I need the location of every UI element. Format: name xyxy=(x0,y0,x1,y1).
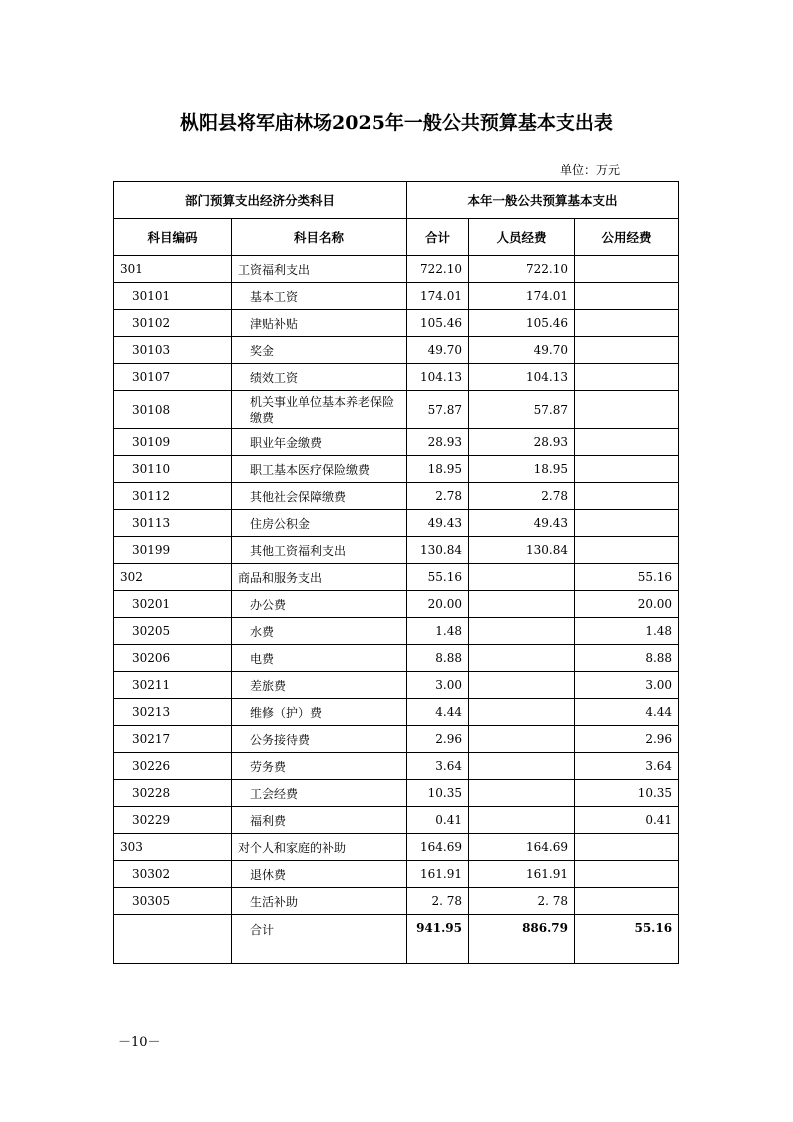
table-total-row xyxy=(114,915,679,964)
table-row xyxy=(114,510,679,537)
row-name-cell: 差旅费 xyxy=(232,672,407,699)
row-personnel-cell: 174.01 xyxy=(469,283,575,310)
table-column-header-row xyxy=(114,219,679,256)
row-code-cell: 30201 xyxy=(114,591,232,618)
page-number: －10－ xyxy=(118,1035,161,1050)
row-name-cell: 公务接待费 xyxy=(232,726,407,753)
row-public-cell xyxy=(575,256,679,283)
row-name-cell: 劳务费 xyxy=(232,753,407,780)
row-code-cell: 30101 xyxy=(114,283,232,310)
row-total-cell: 3.00 xyxy=(407,672,469,699)
group-header-left: 部门预算支出经济分类科目 xyxy=(114,182,407,219)
row-total-cell: 49.43 xyxy=(407,510,469,537)
row-name-cell: 对个人和家庭的补助 xyxy=(232,834,407,861)
row-public-cell xyxy=(575,537,679,564)
row-name-cell: 福利费 xyxy=(232,807,407,834)
row-total-cell: 28.93 xyxy=(407,429,469,456)
row-total-cell: 4.44 xyxy=(407,699,469,726)
total-code-cell xyxy=(114,915,232,964)
row-code-cell: 30206 xyxy=(114,645,232,672)
row-personnel-cell: 161.91 xyxy=(469,861,575,888)
row-total-cell: 57.87 xyxy=(407,391,469,429)
row-personnel-cell xyxy=(469,807,575,834)
table-row xyxy=(114,537,679,564)
table-row xyxy=(114,337,679,364)
row-code-cell: 30107 xyxy=(114,364,232,391)
row-personnel-cell: 57.87 xyxy=(469,391,575,429)
row-code-cell: 30108 xyxy=(114,391,232,429)
group-header-right: 本年一般公共预算基本支出 xyxy=(407,182,679,219)
row-personnel-cell xyxy=(469,672,575,699)
row-code-cell: 30228 xyxy=(114,780,232,807)
row-total-cell: 161.91 xyxy=(407,861,469,888)
row-public-cell: 4.44 xyxy=(575,699,679,726)
row-personnel-cell xyxy=(469,591,575,618)
table-row xyxy=(114,310,679,337)
row-name-cell: 津贴补贴 xyxy=(232,310,407,337)
row-name-cell: 办公费 xyxy=(232,591,407,618)
row-total-cell: 49.70 xyxy=(407,337,469,364)
row-code-cell: 30112 xyxy=(114,483,232,510)
row-public-cell xyxy=(575,391,679,429)
row-code-cell: 30103 xyxy=(114,337,232,364)
row-total-cell: 2.78 xyxy=(407,483,469,510)
row-personnel-cell: 164.69 xyxy=(469,834,575,861)
row-personnel-cell xyxy=(469,564,575,591)
row-public-cell: 55.16 xyxy=(575,564,679,591)
row-name-cell: 水费 xyxy=(232,618,407,645)
table-group-header-row xyxy=(114,182,679,219)
row-public-cell xyxy=(575,888,679,915)
table-row xyxy=(114,780,679,807)
row-name-cell: 绩效工资 xyxy=(232,364,407,391)
table-row xyxy=(114,807,679,834)
row-name-cell: 机关事业单位基本养老保险缴费 xyxy=(232,391,407,429)
table-row xyxy=(114,429,679,456)
table-row xyxy=(114,391,679,429)
row-code-cell: 30302 xyxy=(114,861,232,888)
table-row xyxy=(114,753,679,780)
row-personnel-cell: 18.95 xyxy=(469,456,575,483)
col-header-code: 科目编码 xyxy=(114,219,232,256)
row-total-cell: 2. 78 xyxy=(407,888,469,915)
row-public-cell xyxy=(575,337,679,364)
row-code-cell: 301 xyxy=(114,256,232,283)
row-code-cell: 30226 xyxy=(114,753,232,780)
row-public-cell xyxy=(575,834,679,861)
row-code-cell: 30229 xyxy=(114,807,232,834)
row-public-cell: 3.00 xyxy=(575,672,679,699)
row-name-cell: 工资福利支出 xyxy=(232,256,407,283)
row-name-cell: 生活补助 xyxy=(232,888,407,915)
row-public-cell xyxy=(575,310,679,337)
row-code-cell: 30113 xyxy=(114,510,232,537)
table-row xyxy=(114,283,679,310)
budget-table xyxy=(113,181,679,964)
table-row xyxy=(114,861,679,888)
row-personnel-cell: 104.13 xyxy=(469,364,575,391)
row-public-cell xyxy=(575,861,679,888)
row-name-cell: 奖金 xyxy=(232,337,407,364)
unit-label: 单位：万元 xyxy=(560,163,621,177)
row-code-cell: 30199 xyxy=(114,537,232,564)
table-row xyxy=(114,672,679,699)
col-header-total: 合计 xyxy=(407,219,469,256)
row-personnel-cell xyxy=(469,753,575,780)
total-personnel-cell: 886.79 xyxy=(469,915,575,964)
row-code-cell: 303 xyxy=(114,834,232,861)
table-row xyxy=(114,888,679,915)
table-row xyxy=(114,256,679,283)
total-public-cell: 55.16 xyxy=(575,915,679,964)
row-code-cell: 30213 xyxy=(114,699,232,726)
row-personnel-cell: 49.43 xyxy=(469,510,575,537)
row-personnel-cell: 722.10 xyxy=(469,256,575,283)
row-name-cell: 职业年金缴费 xyxy=(232,429,407,456)
table-row xyxy=(114,645,679,672)
row-public-cell: 2.96 xyxy=(575,726,679,753)
row-name-cell: 工会经费 xyxy=(232,780,407,807)
row-public-cell: 20.00 xyxy=(575,591,679,618)
table-row xyxy=(114,364,679,391)
row-total-cell: 18.95 xyxy=(407,456,469,483)
col-header-public: 公用经费 xyxy=(575,219,679,256)
row-personnel-cell xyxy=(469,699,575,726)
row-total-cell: 2.96 xyxy=(407,726,469,753)
row-public-cell: 3.64 xyxy=(575,753,679,780)
row-name-cell: 维修（护）费 xyxy=(232,699,407,726)
table-row xyxy=(114,699,679,726)
row-total-cell: 0.41 xyxy=(407,807,469,834)
row-public-cell xyxy=(575,364,679,391)
row-total-cell: 174.01 xyxy=(407,283,469,310)
row-total-cell: 20.00 xyxy=(407,591,469,618)
row-total-cell: 104.13 xyxy=(407,364,469,391)
row-personnel-cell xyxy=(469,780,575,807)
row-public-cell: 8.88 xyxy=(575,645,679,672)
row-personnel-cell: 105.46 xyxy=(469,310,575,337)
row-public-cell xyxy=(575,283,679,310)
row-personnel-cell: 28.93 xyxy=(469,429,575,456)
row-name-cell: 其他工资福利支出 xyxy=(232,537,407,564)
table-row xyxy=(114,618,679,645)
row-code-cell: 30211 xyxy=(114,672,232,699)
row-name-cell: 商品和服务支出 xyxy=(232,564,407,591)
row-code-cell: 302 xyxy=(114,564,232,591)
total-label-cell: 合计 xyxy=(232,915,407,964)
row-total-cell: 10.35 xyxy=(407,780,469,807)
row-name-cell: 基本工资 xyxy=(232,283,407,310)
row-code-cell: 30217 xyxy=(114,726,232,753)
row-code-cell: 30109 xyxy=(114,429,232,456)
row-name-cell: 住房公积金 xyxy=(232,510,407,537)
col-header-personnel: 人员经费 xyxy=(469,219,575,256)
row-total-cell: 722.10 xyxy=(407,256,469,283)
row-total-cell: 55.16 xyxy=(407,564,469,591)
row-code-cell: 30305 xyxy=(114,888,232,915)
row-personnel-cell xyxy=(469,645,575,672)
row-total-cell: 105.46 xyxy=(407,310,469,337)
row-name-cell: 电费 xyxy=(232,645,407,672)
row-public-cell xyxy=(575,510,679,537)
total-total-cell: 941.95 xyxy=(407,915,469,964)
table-row xyxy=(114,483,679,510)
table-row xyxy=(114,726,679,753)
row-name-cell: 其他社会保障缴费 xyxy=(232,483,407,510)
row-public-cell: 1.48 xyxy=(575,618,679,645)
row-public-cell xyxy=(575,456,679,483)
table-row xyxy=(114,834,679,861)
row-public-cell: 0.41 xyxy=(575,807,679,834)
row-personnel-cell: 130.84 xyxy=(469,537,575,564)
table-row xyxy=(114,456,679,483)
row-total-cell: 3.64 xyxy=(407,753,469,780)
row-personnel-cell: 2.78 xyxy=(469,483,575,510)
col-header-name: 科目名称 xyxy=(232,219,407,256)
row-code-cell: 30205 xyxy=(114,618,232,645)
row-total-cell: 8.88 xyxy=(407,645,469,672)
row-public-cell xyxy=(575,429,679,456)
row-code-cell: 30102 xyxy=(114,310,232,337)
row-public-cell: 10.35 xyxy=(575,780,679,807)
row-total-cell: 130.84 xyxy=(407,537,469,564)
row-code-cell: 30110 xyxy=(114,456,232,483)
row-total-cell: 164.69 xyxy=(407,834,469,861)
row-total-cell: 1.48 xyxy=(407,618,469,645)
row-personnel-cell xyxy=(469,618,575,645)
row-personnel-cell: 2. 78 xyxy=(469,888,575,915)
page-title: 枞阳县将军庙林场2025年一般公共预算基本支出表 xyxy=(180,112,613,134)
row-personnel-cell: 49.70 xyxy=(469,337,575,364)
table-row xyxy=(114,591,679,618)
row-personnel-cell xyxy=(469,726,575,753)
row-name-cell: 职工基本医疗保险缴费 xyxy=(232,456,407,483)
row-public-cell xyxy=(575,483,679,510)
table-row xyxy=(114,564,679,591)
row-name-cell: 退休费 xyxy=(232,861,407,888)
